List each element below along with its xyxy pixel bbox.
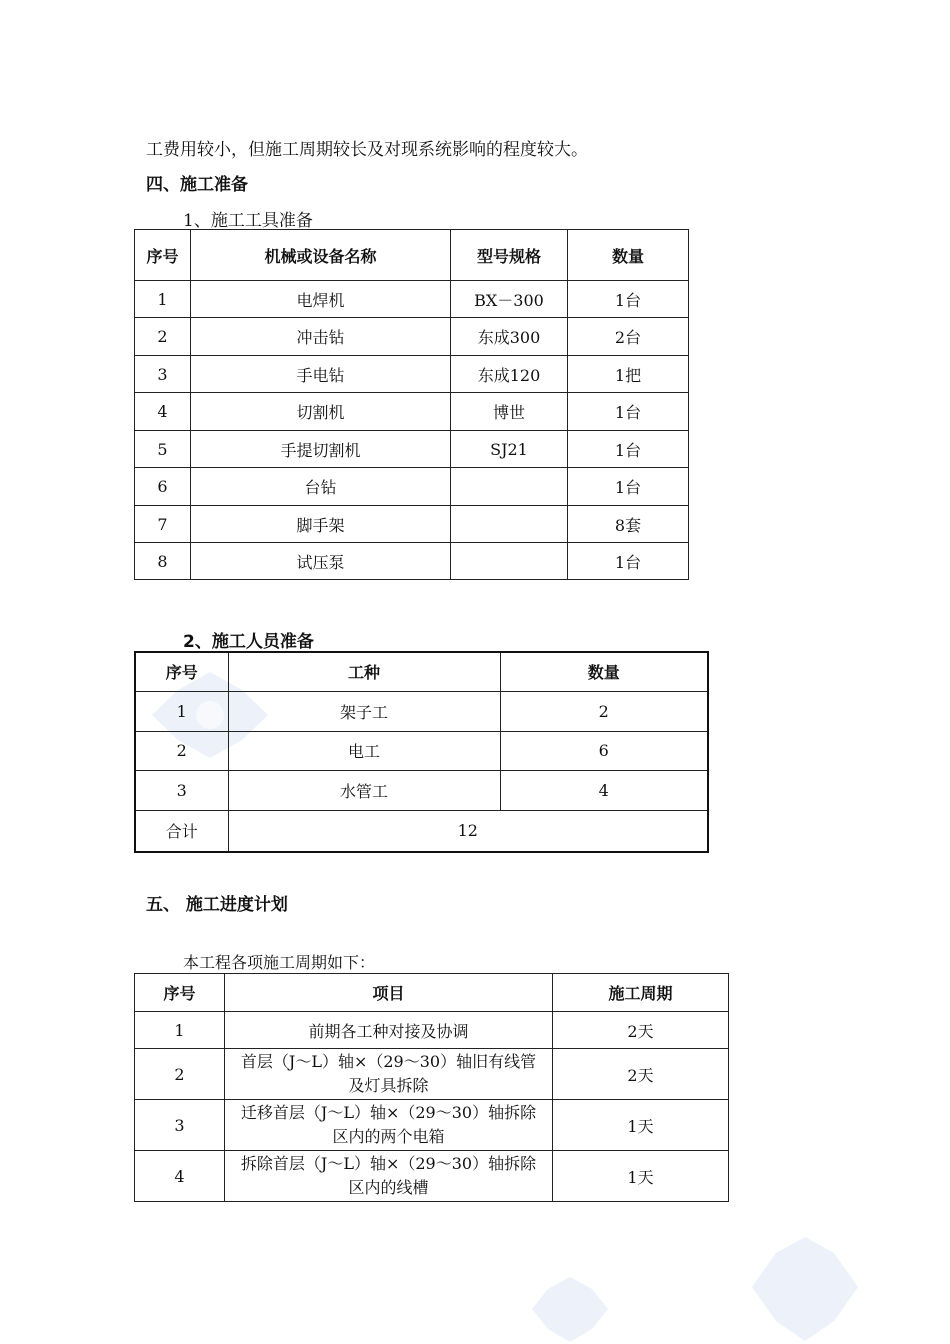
cell: 1台: [568, 543, 689, 580]
cell: 架子工: [228, 691, 500, 731]
cell: 1把: [568, 356, 689, 393]
table-row: [135, 468, 689, 506]
cell: 4: [500, 770, 708, 810]
cell: SJ21: [451, 431, 568, 468]
cell: 4: [135, 1151, 225, 1202]
cell: 台钻: [191, 468, 451, 506]
section4-title: 四、施工准备: [146, 175, 248, 195]
header-cell: 序号: [135, 652, 228, 691]
header-cell: 型号规格: [451, 230, 568, 281]
cell: 1: [135, 1012, 225, 1049]
cell: 2天: [553, 1049, 729, 1100]
cell: 2: [135, 1049, 225, 1100]
header-cell: 项目: [225, 974, 553, 1012]
table-row: [135, 543, 689, 580]
cell: [451, 543, 568, 580]
cell: 首层（J～L）轴×（29～30）轴旧有线管及灯具拆除: [225, 1049, 553, 1100]
intro-line: 工费用较小，但施工周期较长及对现系统影响的程度较大。: [146, 140, 588, 160]
cell: 3: [135, 1100, 225, 1151]
table-row: [135, 281, 689, 318]
cell: 1台: [568, 281, 689, 318]
cell: 东成120: [451, 356, 568, 393]
table-row: [135, 691, 708, 731]
header-cell: 施工周期: [553, 974, 729, 1012]
cell: 2: [135, 318, 191, 356]
cell: 5: [135, 431, 191, 468]
cell: 2台: [568, 318, 689, 356]
cell: 博世: [451, 393, 568, 431]
cell: 拆除首层（J～L）轴×（29～30）轴拆除区内的线槽: [225, 1151, 553, 1202]
cell: 6: [135, 468, 191, 506]
cell: 4: [135, 393, 191, 431]
total-label: 合计: [135, 810, 228, 852]
cell: 手提切割机: [191, 431, 451, 468]
cell: 2: [135, 731, 228, 770]
section5-title: 五、 施工进度计划: [146, 895, 288, 915]
header-cell: 工种: [228, 652, 500, 691]
header-cell: 序号: [135, 974, 225, 1012]
cell: BX－300: [451, 281, 568, 318]
total-value: 12: [228, 810, 708, 852]
cell: 1天: [553, 1151, 729, 1202]
cell: 冲击钻: [191, 318, 451, 356]
cell: 1台: [568, 431, 689, 468]
cell: 3: [135, 770, 228, 810]
tools-table: [134, 229, 689, 580]
table-row: [135, 506, 689, 543]
cell: 2天: [553, 1012, 729, 1049]
table-row: [135, 1151, 729, 1202]
table-row: [135, 1100, 729, 1151]
cell: [451, 468, 568, 506]
table-row: [135, 393, 689, 431]
cell: 1台: [568, 393, 689, 431]
cell: 脚手架: [191, 506, 451, 543]
header-cell: 机械或设备名称: [191, 230, 451, 281]
cell: 电工: [228, 731, 500, 770]
header-cell: 数量: [500, 652, 708, 691]
table-row: [135, 770, 708, 810]
cell: 手电钻: [191, 356, 451, 393]
cell: 7: [135, 506, 191, 543]
cell: 1: [135, 691, 228, 731]
schedule-intro: 本工程各项施工周期如下：: [183, 953, 376, 972]
cell: 1台: [568, 468, 689, 506]
table-row: [135, 431, 689, 468]
cell: 3: [135, 356, 191, 393]
total-row: [135, 810, 708, 852]
cell: 电焊机: [191, 281, 451, 318]
header-cell: 序号: [135, 230, 191, 281]
cell: 水管工: [228, 770, 500, 810]
cell: 迁移首层（J～L）轴×（29～30）轴拆除区内的两个电箱: [225, 1100, 553, 1151]
cell: 前期各工种对接及协调: [225, 1012, 553, 1049]
table-row: [135, 731, 708, 770]
table-row: [135, 318, 689, 356]
staff-table: [134, 651, 709, 853]
cell: 东成300: [451, 318, 568, 356]
cell: 1天: [553, 1100, 729, 1151]
staff-subtitle: 2、施工人员准备: [183, 632, 314, 652]
cell: 6: [500, 731, 708, 770]
cell: 试压泵: [191, 543, 451, 580]
header-cell: 数量: [568, 230, 689, 281]
cell: 8套: [568, 506, 689, 543]
tools-subtitle: 1、施工工具准备: [183, 211, 313, 231]
schedule-table: [134, 973, 729, 1202]
snowflake-watermark-icon: [530, 1275, 610, 1344]
table-row: [135, 1012, 729, 1049]
table-row: [135, 1049, 729, 1100]
table-row: [135, 356, 689, 393]
snowflake-watermark-icon: [750, 1235, 860, 1344]
cell: 8: [135, 543, 191, 580]
cell: 切割机: [191, 393, 451, 431]
cell: [451, 506, 568, 543]
cell: 2: [500, 691, 708, 731]
cell: 1: [135, 281, 191, 318]
